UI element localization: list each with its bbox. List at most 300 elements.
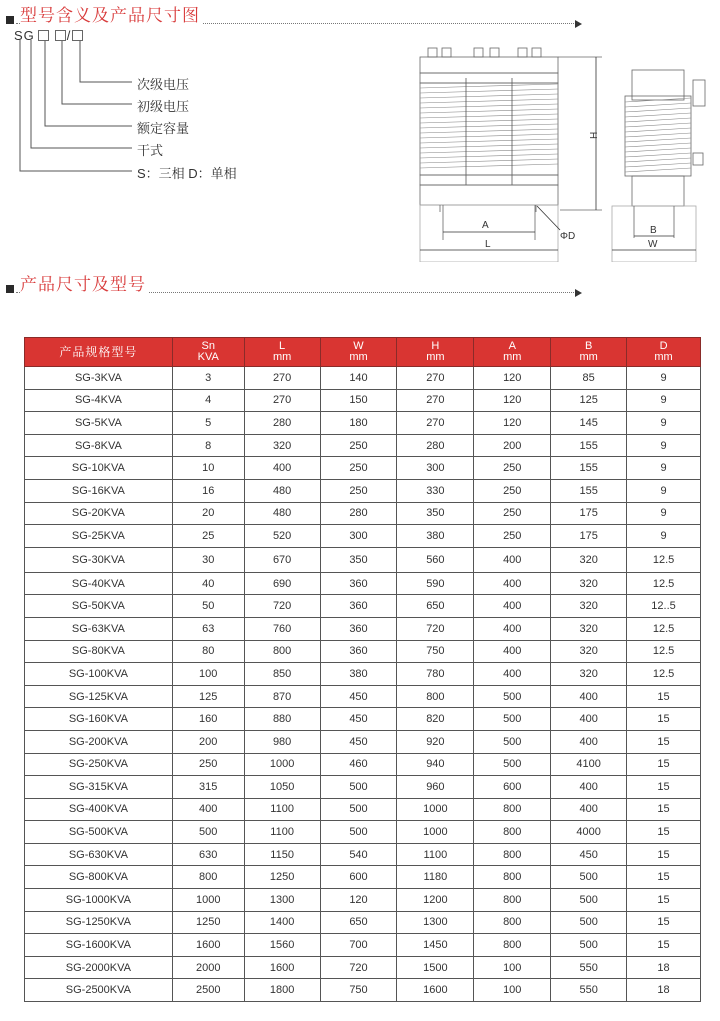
cell-d: 9 [627, 434, 701, 457]
cell-l: 800 [244, 640, 320, 663]
cell-h: 650 [397, 595, 474, 618]
table-row [25, 479, 701, 502]
cell-model: SG-25KVA [25, 525, 173, 548]
cell-w: 750 [320, 979, 397, 1002]
table-body [25, 367, 701, 1002]
table-header-row [25, 338, 701, 367]
cell-sn: 200 [172, 730, 244, 753]
spec-table [24, 337, 701, 1002]
side-coil [625, 96, 691, 176]
cell-h: 270 [397, 412, 474, 435]
cell-h: 1100 [397, 843, 474, 866]
cell-w: 180 [320, 412, 397, 435]
table-row [25, 525, 701, 548]
cell-b: 155 [551, 479, 627, 502]
cell-b: 500 [551, 889, 627, 912]
section-title: 产品尺寸及型号 [20, 275, 146, 294]
transformer-drawing-svg [410, 40, 710, 262]
side-terminal-plate [693, 80, 705, 106]
cell-sn: 25 [172, 525, 244, 548]
cell-h: 280 [397, 434, 474, 457]
cell-h: 940 [397, 753, 474, 776]
table-row [25, 685, 701, 708]
column-header-a [474, 338, 551, 367]
cell-d: 15 [627, 798, 701, 821]
cell-a: 800 [474, 889, 551, 912]
upper-clamp [420, 57, 558, 73]
cell-w: 150 [320, 389, 397, 412]
cell-l: 480 [244, 502, 320, 525]
cell-b: 145 [551, 412, 627, 435]
cell-model: SG-800KVA [25, 866, 173, 889]
cell-b: 450 [551, 843, 627, 866]
cell-b: 550 [551, 956, 627, 979]
cell-h: 1000 [397, 798, 474, 821]
cell-d: 12.5 [627, 663, 701, 686]
cell-l: 1400 [244, 911, 320, 934]
cell-w: 460 [320, 753, 397, 776]
cell-w: 360 [320, 617, 397, 640]
cell-d: 9 [627, 457, 701, 480]
table-row [25, 911, 701, 934]
cell-h: 750 [397, 640, 474, 663]
cell-l: 1300 [244, 889, 320, 912]
cell-w: 500 [320, 821, 397, 844]
cell-h: 720 [397, 617, 474, 640]
table-row [25, 866, 701, 889]
cell-b: 155 [551, 457, 627, 480]
cell-w: 450 [320, 685, 397, 708]
cell-d: 15 [627, 730, 701, 753]
cell-model: SG-250KVA [25, 753, 173, 776]
header-unit: KVA [197, 351, 219, 363]
cell-a: 800 [474, 866, 551, 889]
cell-a: 250 [474, 525, 551, 548]
cell-h: 300 [397, 457, 474, 480]
cell-l: 760 [244, 617, 320, 640]
legend-label-primary-voltage: 初级电压 [137, 99, 190, 114]
cell-b: 320 [551, 547, 627, 572]
cell-model: SG-125KVA [25, 685, 173, 708]
cell-l: 480 [244, 479, 320, 502]
cell-a: 100 [474, 979, 551, 1002]
header-unit: mm [272, 351, 292, 363]
table-row [25, 979, 701, 1002]
cell-a: 120 [474, 389, 551, 412]
cell-l: 1560 [244, 934, 320, 957]
cell-d: 9 [627, 367, 701, 390]
cell-model: SG-40KVA [25, 572, 173, 595]
cell-h: 350 [397, 502, 474, 525]
cell-sn: 2500 [172, 979, 244, 1002]
table-row [25, 889, 701, 912]
table-row [25, 617, 701, 640]
cell-b: 500 [551, 911, 627, 934]
cell-w: 540 [320, 843, 397, 866]
table-row [25, 412, 701, 435]
cell-model: SG-1000KVA [25, 889, 173, 912]
cell-d: 12..5 [627, 595, 701, 618]
cell-d: 15 [627, 685, 701, 708]
cell-a: 200 [474, 434, 551, 457]
cell-a: 250 [474, 502, 551, 525]
header-unit: mm [349, 351, 368, 363]
cell-h: 960 [397, 776, 474, 799]
cell-sn: 1000 [172, 889, 244, 912]
column-header-sn [172, 338, 244, 367]
cell-a: 400 [474, 640, 551, 663]
cell-h: 270 [397, 367, 474, 390]
cell-d: 12.5 [627, 547, 701, 572]
cell-w: 700 [320, 934, 397, 957]
cell-sn: 1600 [172, 934, 244, 957]
legend-label-dry-type: 干式 [137, 143, 164, 158]
cell-model: SG-4KVA [25, 389, 173, 412]
dim-label-l: L [485, 239, 491, 250]
cell-h: 1000 [397, 821, 474, 844]
cell-a: 500 [474, 730, 551, 753]
coil-windings [420, 84, 558, 168]
dim-label-w: W [648, 239, 658, 250]
cell-b: 85 [551, 367, 627, 390]
legend-label-rated-capacity: 额定容量 [137, 121, 190, 136]
cell-a: 250 [474, 479, 551, 502]
cell-a: 400 [474, 572, 551, 595]
arrow-right-icon [575, 289, 582, 297]
cell-w: 500 [320, 798, 397, 821]
cell-a: 500 [474, 753, 551, 776]
cell-sn: 1250 [172, 911, 244, 934]
cell-l: 980 [244, 730, 320, 753]
cell-w: 280 [320, 502, 397, 525]
cell-w: 250 [320, 479, 397, 502]
cell-b: 400 [551, 685, 627, 708]
cell-a: 400 [474, 663, 551, 686]
cell-a: 100 [474, 956, 551, 979]
cell-b: 500 [551, 934, 627, 957]
table-row [25, 640, 701, 663]
cell-h: 1300 [397, 911, 474, 934]
cell-model: SG-315KVA [25, 776, 173, 799]
cell-sn: 30 [172, 547, 244, 572]
cell-b: 400 [551, 708, 627, 731]
cell-w: 380 [320, 663, 397, 686]
cell-a: 400 [474, 595, 551, 618]
cell-a: 400 [474, 617, 551, 640]
cell-b: 320 [551, 595, 627, 618]
cell-w: 250 [320, 434, 397, 457]
legend-label-secondary-voltage: 次级电压 [137, 77, 190, 92]
section-title: 型号含义及产品尺寸图 [20, 6, 200, 25]
dim-label-b: B [650, 225, 657, 236]
lower-clamp [420, 185, 558, 205]
cell-h: 1450 [397, 934, 474, 957]
square-bullet-icon [6, 16, 14, 24]
transformer-dimension-drawing [410, 40, 710, 262]
cell-b: 500 [551, 866, 627, 889]
cell-sn: 16 [172, 479, 244, 502]
cell-model: SG-30KVA [25, 547, 173, 572]
cell-a: 400 [474, 547, 551, 572]
table-row [25, 956, 701, 979]
cell-d: 12.5 [627, 640, 701, 663]
cell-sn: 40 [172, 572, 244, 595]
secondary-voltage-box [72, 30, 83, 41]
header-label: W [353, 340, 364, 352]
separator: / [66, 28, 72, 43]
cell-model: SG-2500KVA [25, 979, 173, 1002]
table-row [25, 821, 701, 844]
cell-model: SG-20KVA [25, 502, 173, 525]
cell-sn: 5 [172, 412, 244, 435]
cell-l: 270 [244, 367, 320, 390]
header-label: B [584, 340, 593, 352]
cell-d: 15 [627, 934, 701, 957]
cell-b: 4100 [551, 753, 627, 776]
cell-h: 380 [397, 525, 474, 548]
table-row [25, 843, 701, 866]
cell-l: 320 [244, 434, 320, 457]
column-header-d [627, 338, 701, 367]
cell-b: 550 [551, 979, 627, 1002]
section-header-product-dimensions [6, 271, 582, 295]
cell-h: 1600 [397, 979, 474, 1002]
square-bullet-icon [6, 285, 14, 293]
header-label: H [431, 340, 440, 352]
cell-b: 400 [551, 730, 627, 753]
cell-d: 15 [627, 889, 701, 912]
cell-sn: 3 [172, 367, 244, 390]
cell-sn: 500 [172, 821, 244, 844]
cell-sn: 160 [172, 708, 244, 731]
cell-sn: 80 [172, 640, 244, 663]
cell-sn: 125 [172, 685, 244, 708]
cell-l: 720 [244, 595, 320, 618]
cell-l: 670 [244, 547, 320, 572]
cell-a: 800 [474, 821, 551, 844]
cell-d: 15 [627, 753, 701, 776]
cell-model: SG-3KVA [25, 367, 173, 390]
cell-b: 320 [551, 617, 627, 640]
legend-label-phase: S：三相 D：单相 [137, 166, 237, 181]
cell-model: SG-1250KVA [25, 911, 173, 934]
model-code [14, 28, 83, 43]
dim-label-d: ΦD [560, 231, 576, 242]
cell-w: 600 [320, 866, 397, 889]
cell-l: 880 [244, 708, 320, 731]
cell-l: 870 [244, 685, 320, 708]
header-label: D [659, 340, 668, 352]
cell-w: 650 [320, 911, 397, 934]
cell-a: 800 [474, 843, 551, 866]
primary-voltage-box [55, 30, 66, 41]
cell-b: 320 [551, 572, 627, 595]
cell-a: 120 [474, 367, 551, 390]
cell-d: 15 [627, 866, 701, 889]
cell-h: 1500 [397, 956, 474, 979]
cell-w: 500 [320, 776, 397, 799]
cell-d: 9 [627, 479, 701, 502]
cell-d: 15 [627, 911, 701, 934]
cell-h: 920 [397, 730, 474, 753]
cell-sn: 400 [172, 798, 244, 821]
header-label: L [279, 340, 286, 352]
cell-d: 15 [627, 708, 701, 731]
dim-label-h: H [589, 131, 600, 139]
dim-label-a: A [482, 220, 489, 231]
cell-a: 500 [474, 708, 551, 731]
table-row [25, 798, 701, 821]
cell-h: 1180 [397, 866, 474, 889]
front-base [420, 205, 558, 262]
cell-w: 120 [320, 889, 397, 912]
cell-b: 175 [551, 525, 627, 548]
cell-d: 18 [627, 979, 701, 1002]
cell-sn: 10 [172, 457, 244, 480]
cell-sn: 8 [172, 434, 244, 457]
cell-b: 125 [551, 389, 627, 412]
cell-w: 360 [320, 595, 397, 618]
cell-model: SG-5KVA [25, 412, 173, 435]
cell-model: SG-80KVA [25, 640, 173, 663]
cell-h: 590 [397, 572, 474, 595]
cell-d: 15 [627, 776, 701, 799]
cell-b: 320 [551, 640, 627, 663]
cell-a: 800 [474, 798, 551, 821]
table-row [25, 367, 701, 390]
cell-l: 1100 [244, 798, 320, 821]
table-row [25, 753, 701, 776]
cell-sn: 20 [172, 502, 244, 525]
cell-sn: 2000 [172, 956, 244, 979]
cell-model: SG-200KVA [25, 730, 173, 753]
cell-b: 400 [551, 776, 627, 799]
header-unit: mm [579, 351, 598, 363]
header-label: A [508, 340, 516, 352]
cell-l: 400 [244, 457, 320, 480]
cell-h: 270 [397, 389, 474, 412]
cell-l: 1800 [244, 979, 320, 1002]
table-row [25, 730, 701, 753]
cell-model: SG-500KVA [25, 821, 173, 844]
cell-b: 400 [551, 798, 627, 821]
cell-sn: 800 [172, 866, 244, 889]
table-row [25, 389, 701, 412]
cell-w: 360 [320, 572, 397, 595]
cell-l: 850 [244, 663, 320, 686]
cell-l: 1000 [244, 753, 320, 776]
cell-model: SG-63KVA [25, 617, 173, 640]
column-header-w [320, 338, 397, 367]
table-row [25, 547, 701, 572]
cell-a: 800 [474, 911, 551, 934]
column-header-b [551, 338, 627, 367]
cell-sn: 630 [172, 843, 244, 866]
cell-d: 12.5 [627, 572, 701, 595]
cell-w: 300 [320, 525, 397, 548]
cell-w: 140 [320, 367, 397, 390]
header-unit: mm [503, 351, 522, 363]
cell-d: 15 [627, 843, 701, 866]
table-row [25, 708, 701, 731]
cell-d: 18 [627, 956, 701, 979]
cell-w: 450 [320, 730, 397, 753]
header-label: 产品规格型号 [59, 344, 138, 359]
cell-model: SG-160KVA [25, 708, 173, 731]
capacity-box [38, 30, 49, 41]
header-unit: mm [654, 351, 673, 363]
cell-model: SG-8KVA [25, 434, 173, 457]
cell-l: 280 [244, 412, 320, 435]
cell-h: 820 [397, 708, 474, 731]
cell-h: 1200 [397, 889, 474, 912]
cell-model: SG-1600KVA [25, 934, 173, 957]
column-header-model [25, 338, 173, 367]
terminal-blocks [428, 48, 541, 57]
cell-h: 800 [397, 685, 474, 708]
cell-h: 780 [397, 663, 474, 686]
cell-d: 9 [627, 389, 701, 412]
cell-l: 1100 [244, 821, 320, 844]
cell-a: 500 [474, 685, 551, 708]
side-upper-yoke [632, 70, 684, 100]
cell-d: 9 [627, 412, 701, 435]
cell-model: SG-400KVA [25, 798, 173, 821]
cell-a: 120 [474, 412, 551, 435]
cell-l: 270 [244, 389, 320, 412]
cell-sn: 250 [172, 753, 244, 776]
cell-sn: 4 [172, 389, 244, 412]
arrow-right-icon [575, 20, 582, 28]
column-header-l [244, 338, 320, 367]
table-row [25, 663, 701, 686]
cell-d: 9 [627, 502, 701, 525]
table-row [25, 776, 701, 799]
cell-w: 450 [320, 708, 397, 731]
table-row [25, 502, 701, 525]
cell-model: SG-2000KVA [25, 956, 173, 979]
cell-model: SG-10KVA [25, 457, 173, 480]
table-row [25, 572, 701, 595]
header-label: Sn [201, 340, 215, 352]
model-prefix: SG [14, 28, 35, 43]
section-header-model-meaning [6, 2, 582, 26]
cell-l: 1150 [244, 843, 320, 866]
cell-sn: 315 [172, 776, 244, 799]
cell-h: 560 [397, 547, 474, 572]
cell-sn: 63 [172, 617, 244, 640]
cell-model: SG-16KVA [25, 479, 173, 502]
header-unit: mm [426, 351, 445, 363]
cell-w: 250 [320, 457, 397, 480]
cell-w: 350 [320, 547, 397, 572]
cell-model: SG-100KVA [25, 663, 173, 686]
table-row [25, 457, 701, 480]
cell-w: 360 [320, 640, 397, 663]
cell-l: 690 [244, 572, 320, 595]
side-lower-yoke [632, 176, 684, 206]
cell-d: 15 [627, 821, 701, 844]
cell-sn: 100 [172, 663, 244, 686]
column-header-h [397, 338, 474, 367]
model-code-legend [0, 26, 300, 186]
table-row [25, 595, 701, 618]
cell-d: 12.5 [627, 617, 701, 640]
cell-a: 800 [474, 934, 551, 957]
cell-b: 175 [551, 502, 627, 525]
cell-w: 720 [320, 956, 397, 979]
cell-l: 520 [244, 525, 320, 548]
